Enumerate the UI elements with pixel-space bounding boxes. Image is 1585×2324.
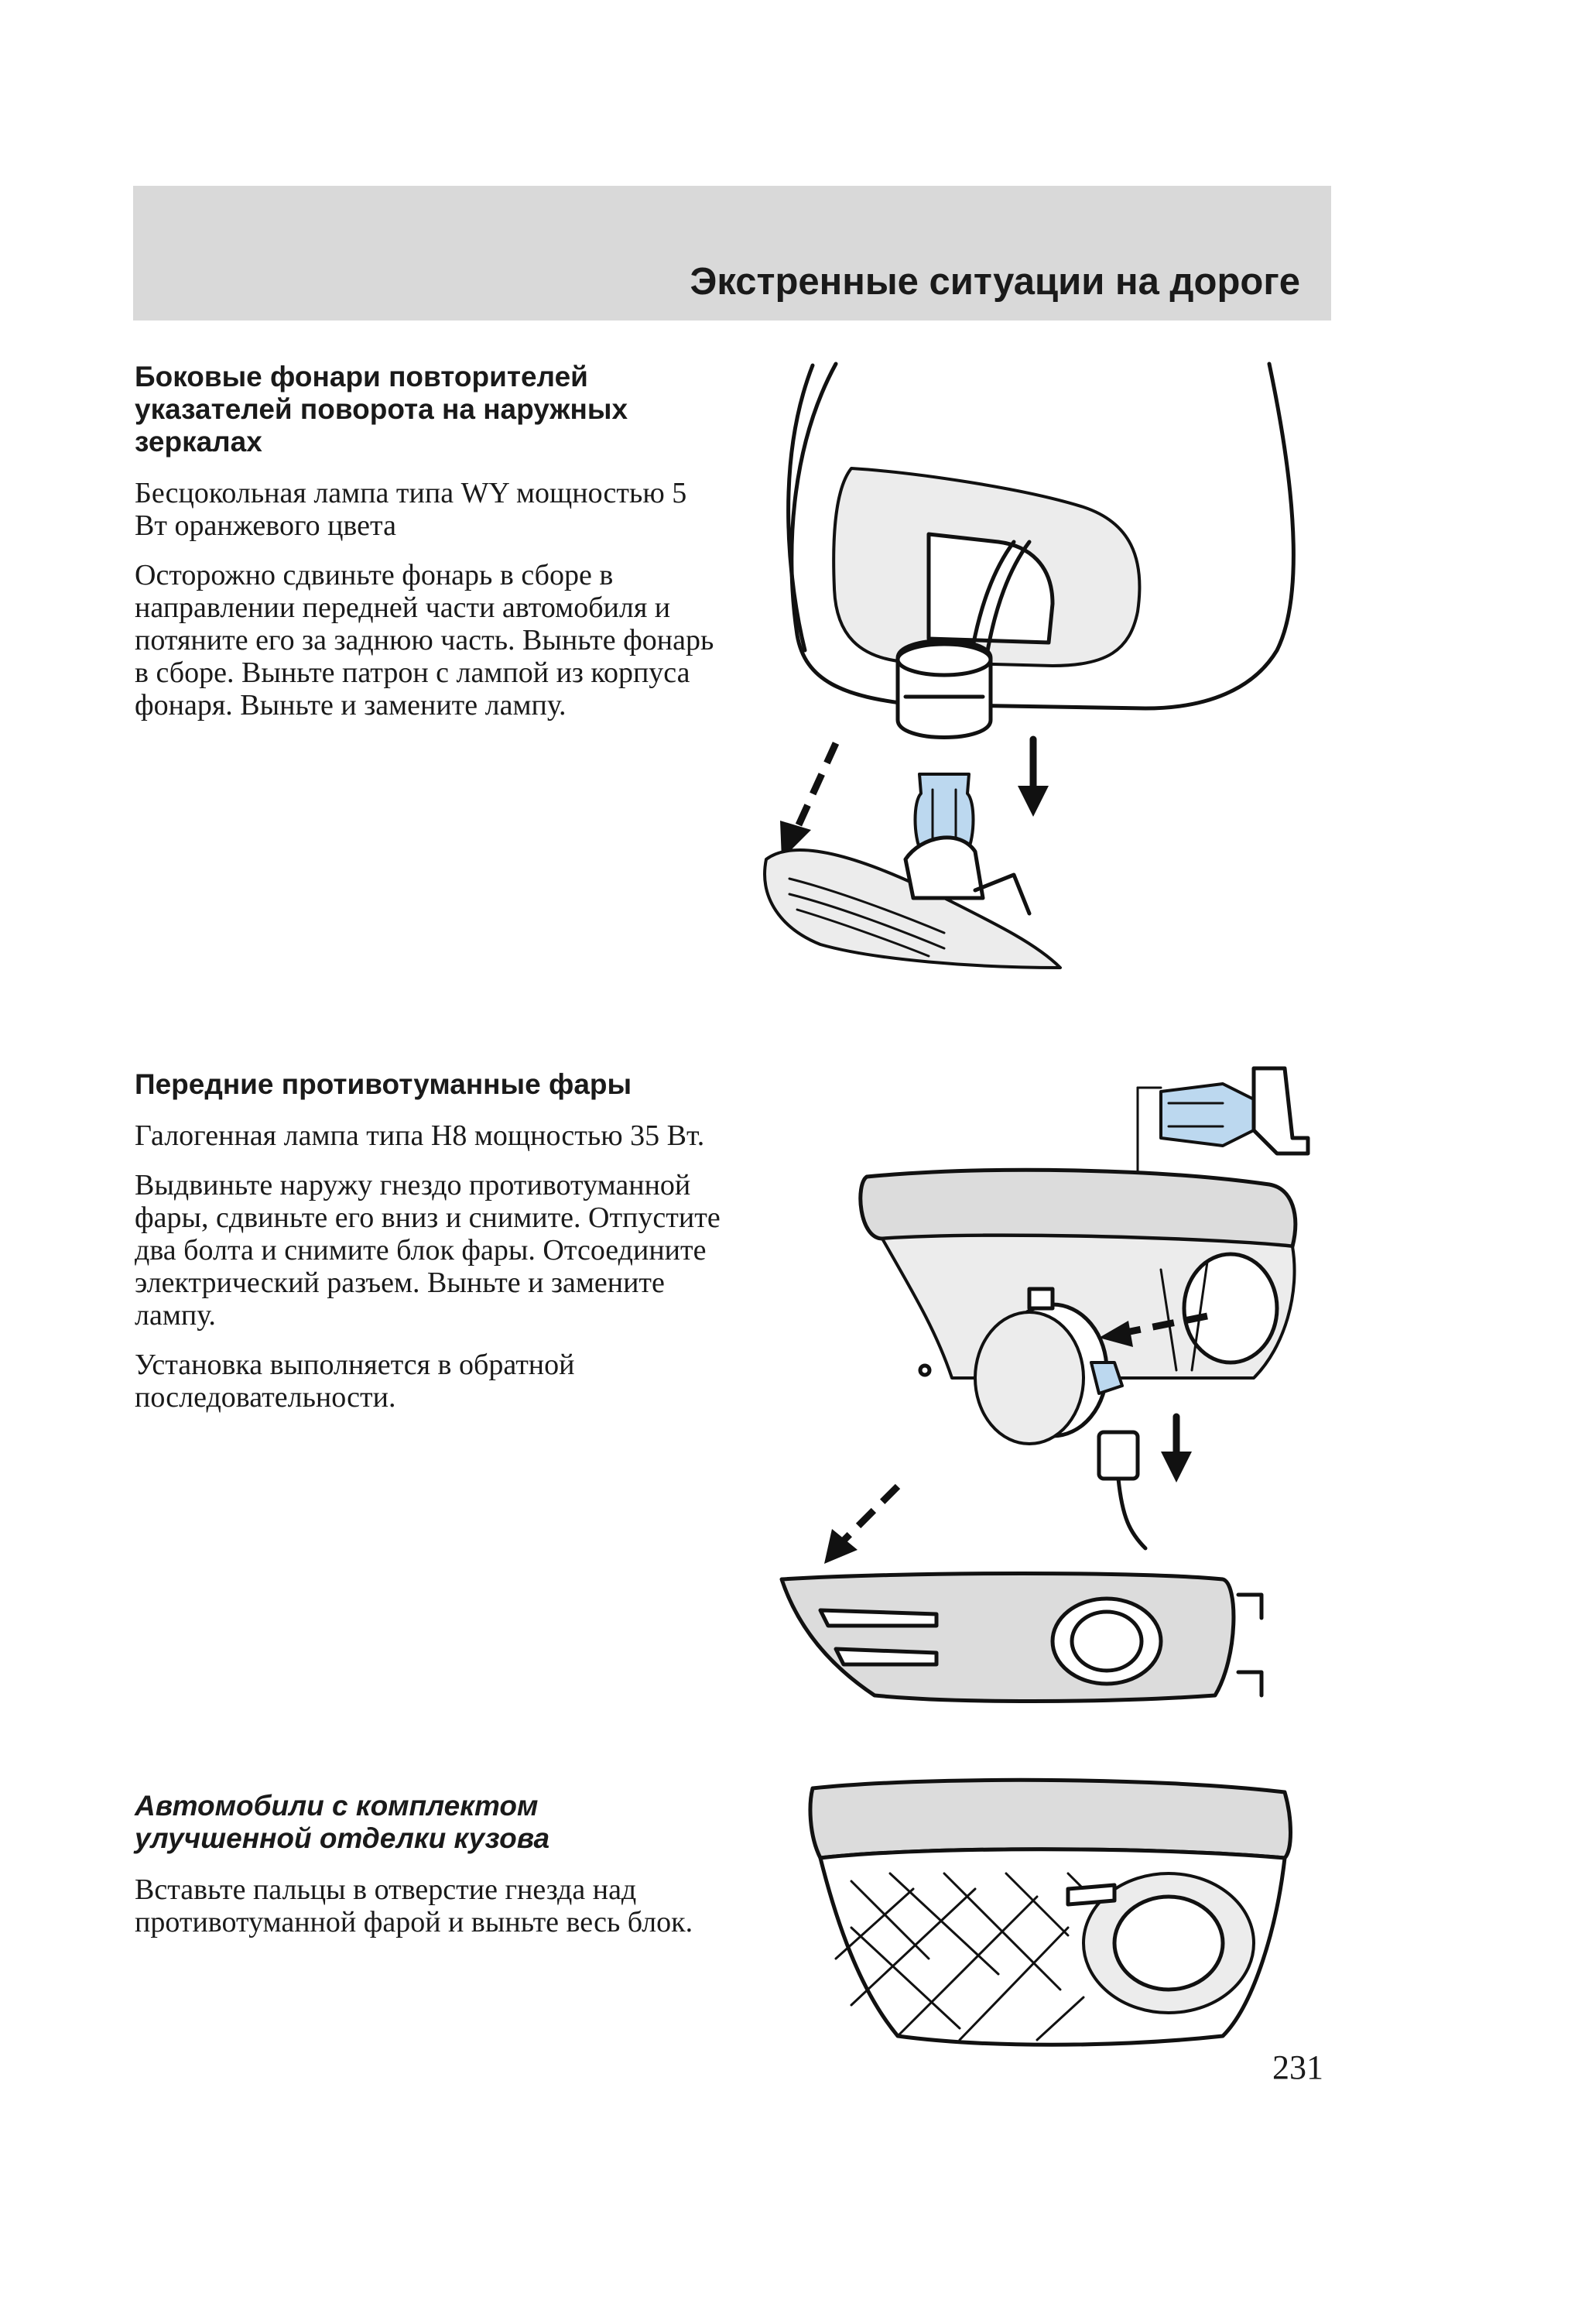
paragraph: Галогенная лампа типа H8 мощностью 35 Вт. [135,1119,705,1152]
trim-bezel-illustration [805,1773,1300,2067]
section-premium-trim [135,1790,723,1956]
paragraph: Бесцокольная лампа типа WY мощностью 5 Вт оранжевого цвета [135,477,687,542]
header-band [133,186,1331,320]
section-heading: Боковые фонари повторителей указателей поворота на наружных зеркалах [135,361,628,458]
paragraph: Установка выполняется в обратной последовательности. [135,1349,575,1414]
page-number: 231 [1272,2048,1323,2086]
section-heading: Передние противотуманные фары [135,1068,632,1100]
paragraph: Осторожно сдвиньте фонарь в сборе в направлении передней части автомобиля и потяните его за заднюю часть. Выньте фонарь в сборе. Выньте патрон с лампой из корпуса фонаря. Выньте и замените лампу. [135,559,714,722]
paragraph: Вставьте пальцы в отверстие гнезда над противотуманной фарой и выньте весь блок. [135,1873,693,1938]
section-front-fog-lamps [135,1068,723,1431]
mirror-repeater-illustration [743,356,1331,1030]
fog-lamp-illustration [758,1037,1331,1734]
section-mirror-repeaters [135,361,723,739]
section-heading: Автомобили с комплектом улучшенной отделки кузова [135,1790,550,1854]
paragraph: Выдвиньте наружу гнездо противотуманной фары, сдвиньте его вниз и снимите. Отпустите два болта и снимите блок фары. Отсоедините электрический разъем. Выньте и замените лампу. [135,1169,721,1332]
page-header-title: Экстренные ситуации на дороге [690,261,1300,303]
